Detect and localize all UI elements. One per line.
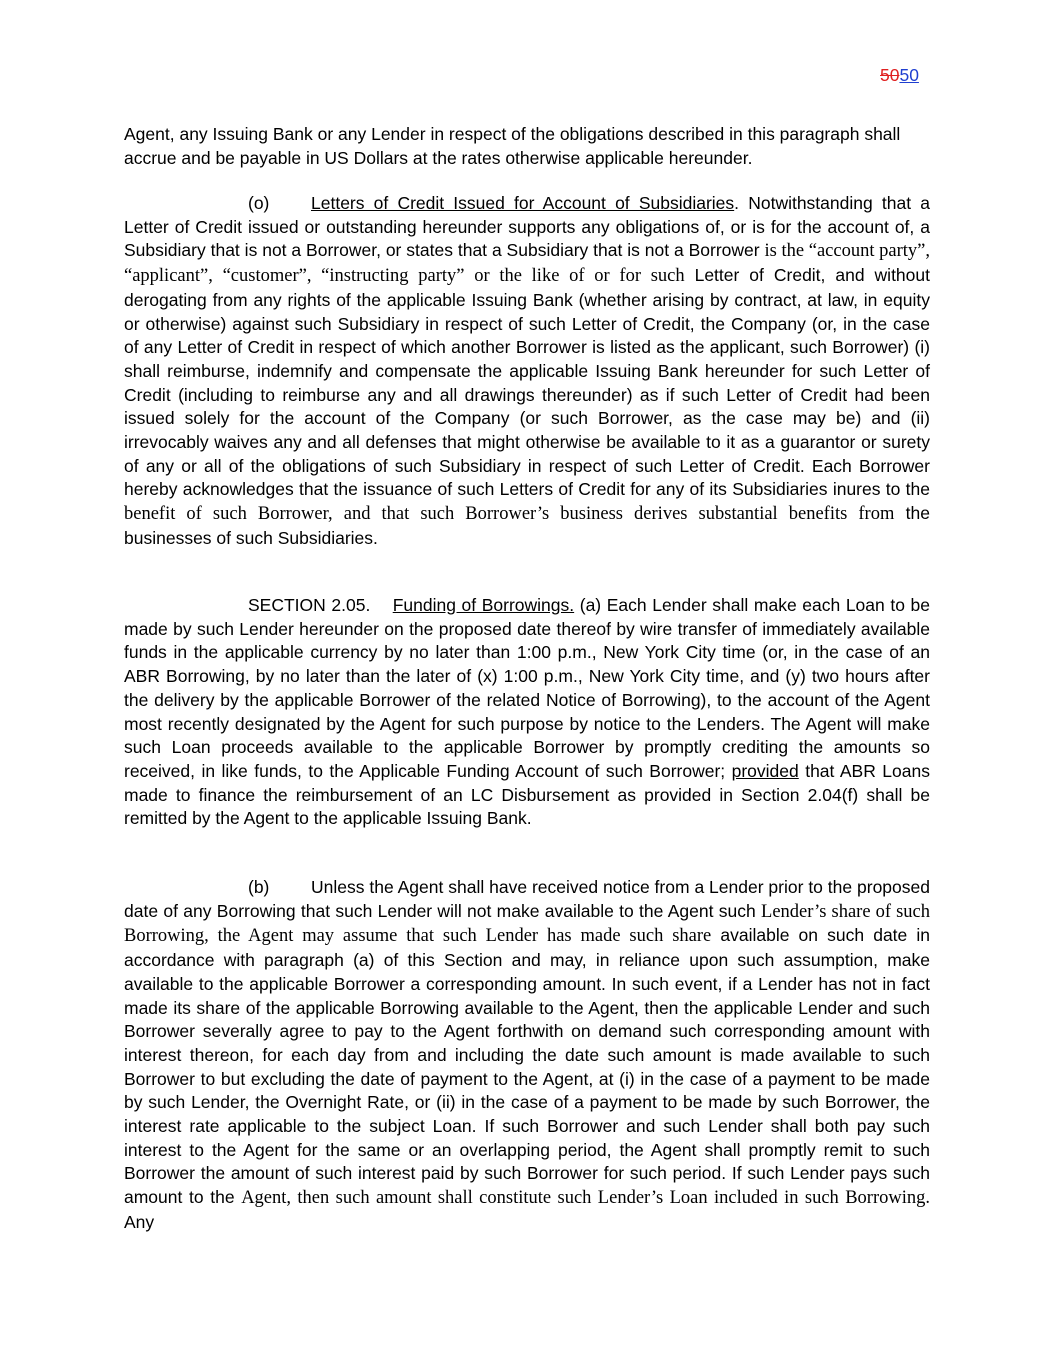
paragraph-b	[124, 876, 930, 1235]
section-heading: Funding of Borrowings.	[392, 595, 575, 615]
paragraph-o-body-3: Letter of Credit, and without derogating from any rights of the applicable Issuing Bank (whether arising by contract, at law, in equity or otherwise) against such Subsidiary in respect of such Letter of Credit, the Company (or, in the case of any Letter of Credit in respect of which another Borrower is listed as the applicant, such Borrower) (i) shall reimburse, indemnify and compensate the applicable Issuing Bank hereunder for such Letter of Credit (including to reimburse any and all drawings thereunder) as if such Letter of Credit had been issued solely for the account of the Company (or such Borrower, as the case may be) and (ii) irrevocably waives any and all defenses that might otherwise be available to it as a guarantor or surety of any or all of the obligations of such Subsidiary in respect of such Letter of Credit. Each Borrower hereby acknowledges that the issuance of such Letters of Credit for any of its Subsidiaries inures to the	[124, 265, 930, 500]
paragraph-continuation	[124, 123, 930, 170]
paragraph-b-body-5: Any	[124, 1211, 155, 1232]
paragraph-o-body-1: . Notwithstanding that a Letter of Credit issued or outstanding hereunder supports any obligations of, or is for the account of, a Subsidiary that is not a Borrower, or states that a Subsidiary that is not a Borrower	[124, 193, 930, 261]
paragraph-o-number: (o)	[248, 193, 270, 213]
paragraph-b-body-1: Unless the Agent shall have received notice from a Lender prior to the proposed date of any Borrowing that such Lender will not make available to the Agent such	[124, 877, 930, 921]
page-number-deleted: 50	[880, 65, 900, 85]
paragraph-o-heading: Letters of Credit Issued for Account of Subsidiaries	[311, 193, 735, 213]
section-body-2: that ABR Loans made to finance the reimbursement of an LC Disbursement as provided in Section 2.04(f) shall be remitted by the Agent to the applicable Issuing Bank.	[124, 760, 930, 829]
paragraph-o-body-4: benefit of such Borrower, and that such Borrower’s business derives substantial benefits from	[124, 504, 895, 525]
paragraph-b-number: (b)	[248, 877, 270, 897]
paragraph-o-body-5: the businesses of such Subsidiaries.	[124, 503, 930, 548]
paragraph-b-body-3: available on such date in accordance with paragraph (a) of this Section and may, in reliance upon such assumption, make available to the applicable Borrower a corresponding amount. In such event, if a Lender has not in fact made its share of the applicable Borrowing available to the Agent, then the applicable Lender and such Borrower severally agree to pay to the Agent forthwith on demand such corresponding amount with interest thereon, for each day from and including the date such amount is made available to such Borrower to but excluding the date of payment to the Agent, at (i) in the case of a payment to be made by such Lender, the Overnight Rate, or (ii) in the case of a payment to be made by such Borrower, the interest rate applicable to the subject Loan. If such Borrower and such Lender shall both pay such interest to the Agent for the same or an overlapping period, the Agent shall promptly remit to such Borrower the amount of such interest paid by such Borrower for such period. If such Lender pays such amount to the	[124, 925, 931, 1208]
paragraph-b-body-4: Agent, then such amount shall constitute such Lender’s Loan included in such Borrowing.	[241, 1188, 930, 1209]
paragraph-continuation-text: Agent, any Issuing Bank or any Lender in respect of the obligations described in this paragraph shall accrue and be payable in US Dollars at the rates otherwise applicable hereunder.	[124, 124, 901, 168]
section-label: SECTION 2.05.	[248, 595, 371, 615]
section-2-05	[124, 594, 930, 831]
provided-term: provided	[731, 760, 799, 781]
page-number	[880, 64, 919, 86]
paragraph-o	[124, 192, 930, 551]
paragraph-o-body-2: is the “account party”, “applicant”, “customer”, “instructing party” or the like of or for such	[124, 241, 930, 287]
paragraph-b-body-2: Lender’s share of such Borrowing, the Agent may assume that such Lender has made such share	[124, 901, 930, 947]
section-body-1: (a) Each Lender shall make each Loan to be made by such Lender hereunder on the proposed date thereof by wire transfer of immediately available funds in the applicable currency by no later than 1:00 p.m., New York City time (or, in the case of an ABR Borrowing, by no later than the later of (x) 1:00 p.m., New York City time, and (y) two hours after the delivery by the applicable Borrower of the related Notice of Borrowing), to the account of the Agent most recently designated by the Agent for such purpose by notice to the Lenders. The Agent will make such Loan proceeds available to the applicable Borrower by promptly crediting the amounts so received, in like funds, to the Applicable Funding Account of such Borrower;	[124, 595, 930, 781]
page-number-inserted: 50	[899, 65, 919, 85]
